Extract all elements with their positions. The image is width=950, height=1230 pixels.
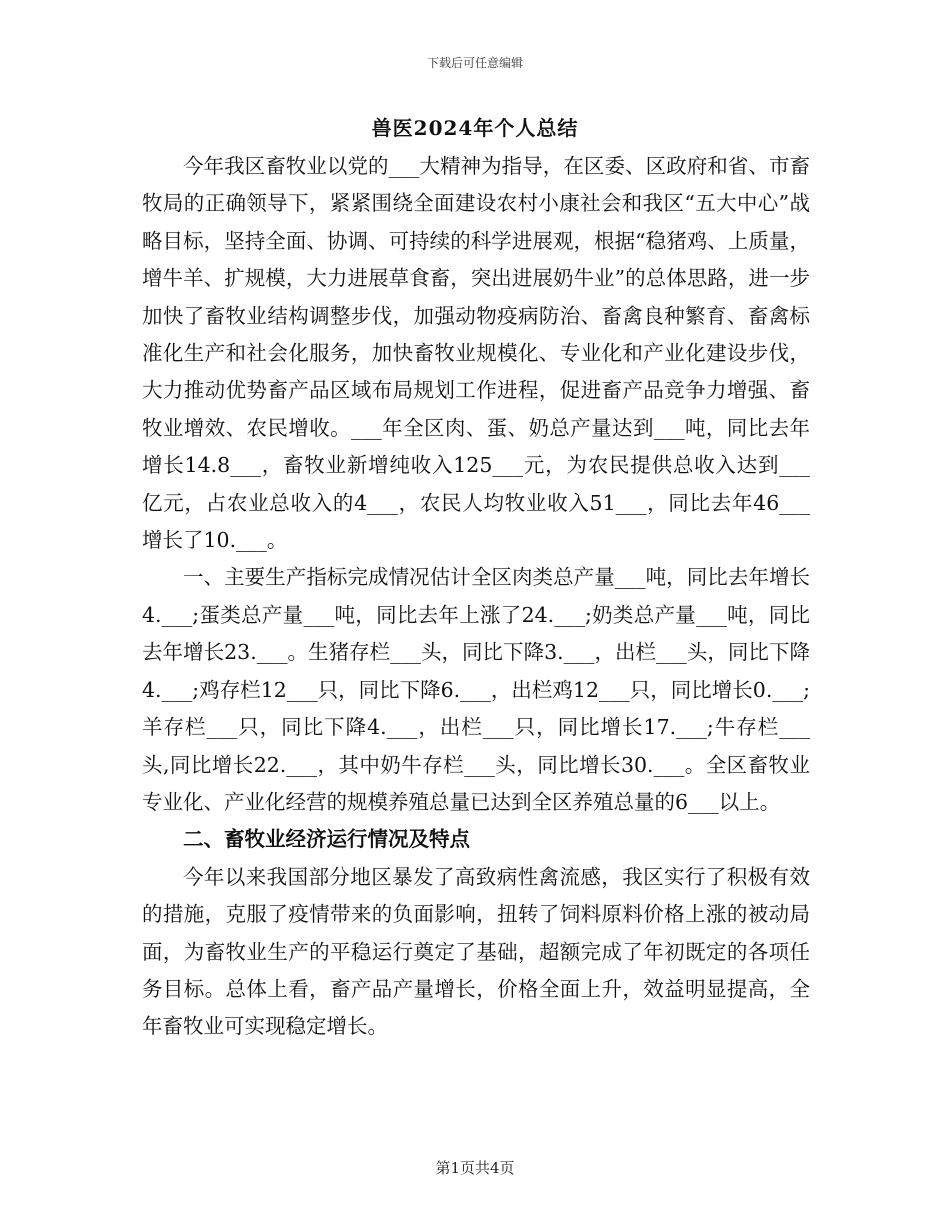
document-title: 兽医2024年个人总结 — [371, 116, 579, 140]
section-heading: 二、畜牧业经济运行情况及特点 — [183, 827, 470, 852]
document-body — [142, 148, 810, 1046]
page-number: 第1页共4页 — [435, 1159, 515, 1177]
paragraph-intro: 今年我区畜牧业以党的___大精神为指导，在区委、区政府和省、市畜牧局的正确领导下，紧紧围绕全面建设农村小康社会和我区“五大中心”战略目标，坚持全面、协调、可持续的科学进展观，根据“稳猪鸡、上质量，增牛羊、扩规模，大力进展草食畜，突出进展奶牛业”的总体思路，进一步加快了畜牧业结构调整步伐，加强动物疫病防治、畜禽良种繁育、畜禽标准化生产和社会化服务，加快畜牧业规模化、专业化和产业化建设步伐，大力推动优势畜产品区域布局规划工作进程，促进畜产品竞争力增强、畜牧业增效、农民增收。___年全区肉、蛋、奶总产量达到___吨，同比去年增长14.8___，畜牧业新增纯收入125___元，为农民提供总收入达到___亿元，占农业总收入的4___，农民人均牧业收入51___，同比去年46___增长了10.___。 — [142, 154, 810, 553]
paragraph-production-indicators: 一、主要生产指标完成情况估计全区肉类总产量___吨，同比去年增长4.___;蛋类总产量___吨，同比去年上涨了24.___;奶类总产量___吨，同比去年增长23.___。生猪存栏___头，同比下降3.___，出栏___头，同比下降4.___;鸡存栏12___只，同比下降6.___，出栏鸡12___只，同比增长0.___;羊存栏___只，同比下降4.___，出栏___只，同比增长17.___;牛存栏___头,同比增长22.___，其中奶牛存栏___头，同比增长30.___。全区畜牧业专业化、产业化经营的规模养殖总量已达到全区养殖总量的6___以上。 — [142, 565, 810, 814]
header-note: 下载后可任意编辑 — [426, 56, 523, 70]
paragraph-economic-operation: 今年以来我国部分地区暴发了高致病性禽流感，我区实行了积极有效的措施，克服了疫情带来的负面影响，扭转了饲料原料价格上涨的被动局面，为畜牧业生产的平稳运行奠定了基础，超额完成了年初既定的各项任务目标。总体上看，畜产品产量增长，价格全面上升，效益明显提高，全年畜牧业可实现稳定增长。 — [142, 864, 810, 1039]
